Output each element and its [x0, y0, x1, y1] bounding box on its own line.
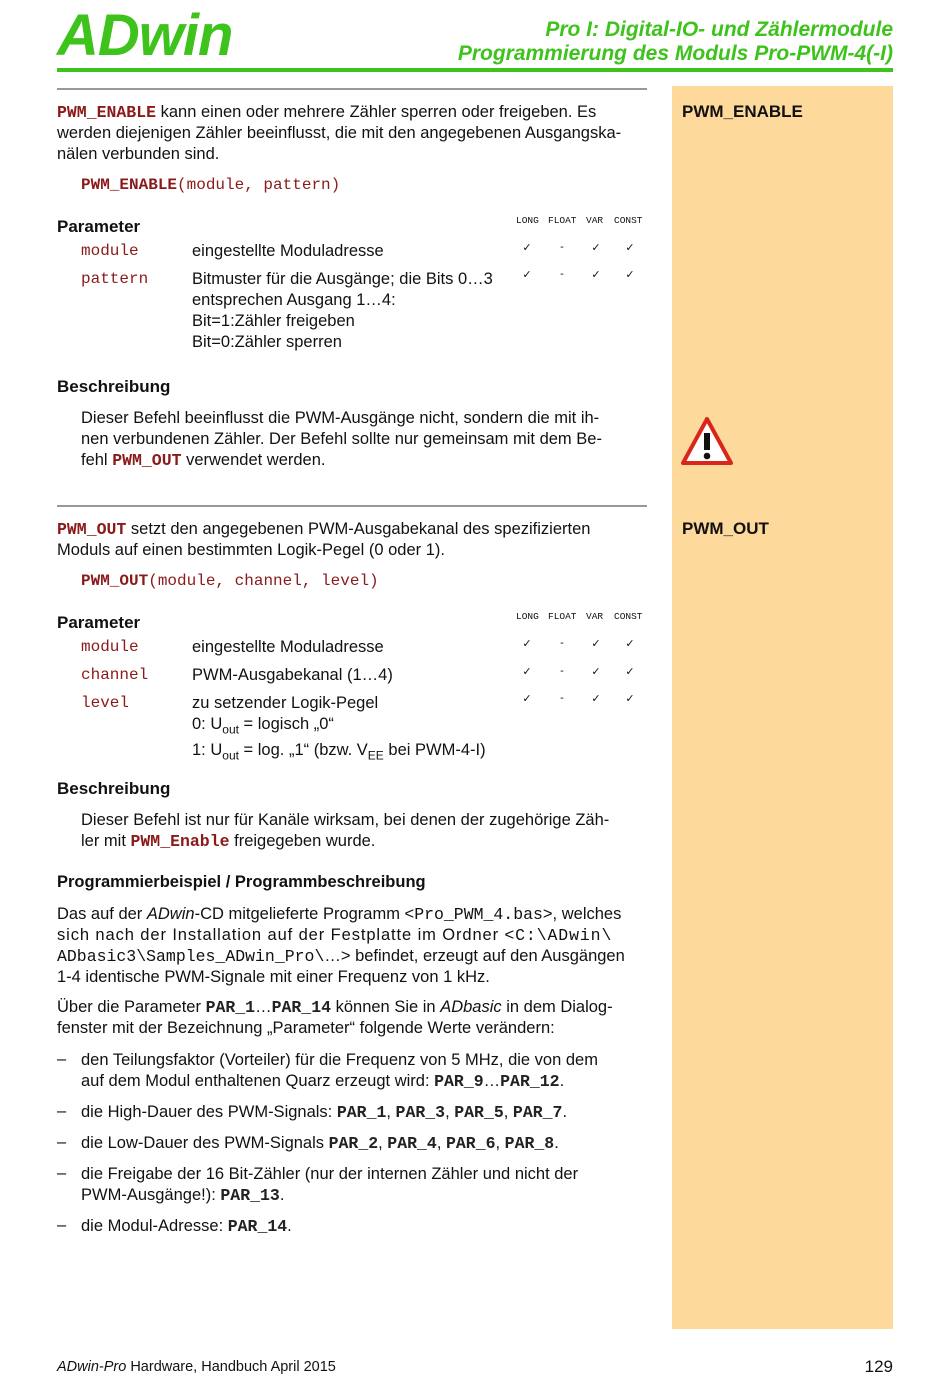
type-mark-long: ✓	[522, 693, 532, 705]
list-bullet: –	[57, 1216, 67, 1234]
type-mark-var: ✓	[591, 269, 601, 281]
list-item: die High-Dauer des PWM-Signals: PAR_1, PAR_3, PAR_5, PAR_7.	[81, 1103, 568, 1122]
param-desc	[192, 693, 552, 767]
list-item: die Low-Dauer des PWM-Signals PAR_2, PAR_4, PAR_6, PAR_8.	[81, 1134, 559, 1153]
description-heading: Beschreibung	[57, 779, 171, 798]
pwm-enable-syntax	[81, 176, 340, 194]
example-heading: Programmierbeispiel / Programmbeschreibung	[57, 873, 426, 891]
list-bullet: –	[57, 1050, 67, 1068]
type-mark-const: ✓	[625, 638, 635, 650]
sidebar-label-pwm-enable: PWM_ENABLE	[682, 102, 803, 121]
intro-text: Moduls auf einen bestimmten Logik-Pegel (0 oder 1).	[57, 541, 445, 559]
header-rule	[57, 68, 893, 72]
param-desc-line: zu setzender Logik-Pegel	[192, 694, 379, 712]
type-mark-float: -	[560, 268, 564, 280]
footer-text: ADwin-Pro Hardware, Handbuch April 2015	[57, 1359, 336, 1375]
col-header-const: CONST	[614, 611, 643, 622]
col-header-const: CONST	[614, 215, 643, 226]
type-mark-var: ✓	[591, 242, 601, 254]
param-desc-line: Bit=1:Zähler freigeben	[192, 312, 355, 330]
margin-sidebar	[672, 86, 893, 1329]
param-desc	[192, 269, 522, 353]
type-mark-float: -	[560, 665, 564, 677]
type-mark-const: ✓	[625, 693, 635, 705]
page-number: 129	[864, 1357, 893, 1376]
syntax-name: PWM_OUT	[81, 572, 149, 590]
chapter-title: Pro I: Digital-IO- und Zählermodule	[545, 18, 893, 41]
intro-text: werden diejenigen Zähler beeinflusst, die mit den angegebenen Ausgangska-	[57, 124, 622, 142]
keyword: PWM_ENABLE	[57, 103, 157, 122]
syntax-args: (module, channel, level)	[148, 572, 379, 590]
type-mark-var: ✓	[591, 666, 601, 678]
param-name: channel	[81, 666, 149, 684]
param-desc-line: 1: $U_{out} = \log$. „1“ (bzw. $V_{EE}$ bei PWM-4-I)	[192, 741, 486, 763]
param-desc: eingestellte Moduladresse	[192, 242, 384, 260]
type-mark-long: ✓	[522, 269, 532, 281]
col-header-long: LONG	[516, 611, 539, 622]
syntax-args: (module, pattern)	[177, 176, 341, 194]
pwm-out-syntax	[81, 572, 379, 590]
param-name: level	[81, 694, 130, 712]
list-item: die Freigabe der 16 Bit-Zähler (nur der internen Zähler und nicht der PWM-Ausgänge!): PAR_13.	[81, 1165, 579, 1205]
type-mark-const: ✓	[625, 269, 635, 281]
type-mark-const: ✓	[625, 666, 635, 678]
list-bullet: –	[57, 1164, 67, 1182]
section-title: Programmierung des Moduls Pro-PWM-4(-I)	[457, 42, 893, 65]
col-header-long: LONG	[516, 215, 539, 226]
type-mark-long: ✓	[522, 638, 532, 650]
keyword: PWM_OUT	[112, 451, 182, 470]
parameter-heading: Parameter	[57, 613, 141, 632]
type-mark-long: ✓	[522, 242, 532, 254]
param-desc-line: entsprechen Ausgang 1…4:	[192, 291, 396, 309]
param-desc-line: 0: $U_{out}$ = logisch „0“	[192, 715, 334, 737]
param-desc-line: Bit=0:Zähler sperren	[192, 333, 342, 351]
type-mark-float: -	[560, 241, 564, 253]
description-text: verwendet werden.	[181, 451, 326, 469]
list-bullet: –	[57, 1133, 67, 1151]
type-mark-long: ✓	[522, 666, 532, 678]
description-text: fehl	[81, 451, 113, 469]
pwm-enable-description	[81, 408, 647, 471]
example-paragraph-1: Das auf der ADwin-CD mitgelieferte Programm <Pro_PWM_4.bas>, welches sich nach der Installation auf der Festplatte im Ordner <C:\ADwin\ ADbasic3\Samples_ADwin_Pro\…> befindet, erzeugt auf den Ausgängen 1-4 identische PWM-Signale mit einer Frequenz von 1 kHz.	[57, 905, 625, 986]
adwin-logo: ADwin	[57, 3, 233, 68]
description-text: Dieser Befehl beeinflusst die PWM-Ausgänge nicht, sondern die mit ih-	[81, 409, 600, 427]
type-mark-float: -	[560, 637, 564, 649]
param-desc: PWM-Ausgabekanal (1…4)	[192, 666, 393, 684]
description-text: ler mit	[81, 832, 131, 850]
col-header-float: FLOAT	[548, 215, 577, 226]
intro-text: setzt den angegebenen PWM-Ausgabekanal des spezifizierten	[126, 520, 591, 538]
type-mark-const: ✓	[625, 242, 635, 254]
pwm-enable-intro	[57, 102, 647, 165]
list-item: den Teilungsfaktor (Vorteiler) für die Frequenz von 5 MHz, die von dem auf dem Modul enthaltenen Quarz erzeugt wird: PAR_9…PAR_12.	[81, 1051, 598, 1091]
col-header-var: VAR	[586, 611, 604, 622]
type-mark-float: -	[560, 692, 564, 704]
pwm-out-description	[81, 810, 647, 852]
section-rule	[57, 88, 647, 90]
keyword: PWM_OUT	[57, 520, 127, 539]
param-name: module	[81, 242, 139, 260]
intro-text: nälen verbunden sind.	[57, 145, 220, 163]
syntax-name: PWM_ENABLE	[81, 176, 178, 194]
warning-icon	[681, 416, 733, 471]
col-header-float: FLOAT	[548, 611, 577, 622]
type-mark-var: ✓	[591, 638, 601, 650]
param-desc: eingestellte Moduladresse	[192, 638, 384, 656]
col-header-var: VAR	[586, 215, 604, 226]
param-name: module	[81, 638, 139, 656]
section-rule	[57, 505, 647, 507]
parameter-heading: Parameter	[57, 217, 141, 236]
description-heading: Beschreibung	[57, 377, 171, 396]
description-text: nen verbundenen Zähler. Der Befehl sollte nur gemeinsam mit dem Be-	[81, 430, 602, 448]
description-text: Dieser Befehl ist nur für Kanäle wirksam, bei denen der zugehörige Zäh-	[81, 811, 610, 829]
sidebar-label-pwm-out: PWM_OUT	[682, 519, 769, 538]
intro-text: kann einen oder mehrere Zähler sperren oder freigeben. Es	[156, 103, 597, 121]
list-item: die Modul-Adresse: PAR_14.	[81, 1217, 292, 1236]
description-text: freigegeben wurde.	[229, 832, 376, 850]
keyword: PWM_Enable	[130, 832, 230, 851]
example-paragraph-2: Über die Parameter PAR_1…PAR_14 können Sie in ADbasic in dem Dialog- fenster mit der Bezeichnung „Parameter“ folgende Werte verändern:	[57, 998, 613, 1037]
type-mark-var: ✓	[591, 693, 601, 705]
pwm-out-intro	[57, 519, 647, 561]
param-desc-line: Bitmuster für die Ausgänge; die Bits 0…3	[192, 270, 493, 288]
list-bullet: –	[57, 1102, 67, 1120]
param-name: pattern	[81, 270, 149, 288]
